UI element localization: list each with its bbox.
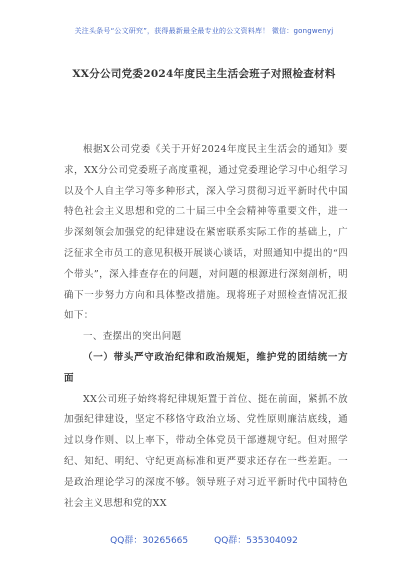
section-heading: 一、查摆出的突出问题 bbox=[83, 331, 182, 343]
intro-paragraph: 根据X公司党委《关于开好2024年度民主生活会的通知》要求，XX分公司党委班子高度重视，通过党委理论学习中心组学习以及个人自主学习等多种形式，深入学习贯彻习近平新时代中国特色社会主义思想和党的二十届三中全会精神等重要文件，进一步深刻领会加强党的纪律建设在紧密联系实际工作的基础上，广泛征求全市员工的意见积极开展谈心谈话，对照通知中提出的“四个带头”，深入排查存在的问题，对问题的根源进行深刻剖析，明确下一步努力方向和具体整改措施。现将班子对照检查情况汇报如下： bbox=[64, 144, 348, 322]
document-title: XX分公司党委2024年度民主生活会班子对照检查材料 bbox=[72, 68, 336, 80]
footer-contact bbox=[0, 533, 408, 546]
footer-qq-group-1: QQ群：30265665 bbox=[110, 536, 189, 546]
header-promo-text: 关注头条号“公文研究”，获得最新最全最专业的公文资料库！ 微信：gongwenyj bbox=[74, 27, 334, 35]
body-paragraph: XX公司班子始终将纪律规矩置于首位、挺在前面，紧抓不放加强纪律建设，坚定不移恪守政治立场、党性原则廉洁底线，通过以身作则、以上率下，带动全体党员干部遵规守纪。但对照学纪、知纪、明纪、守纪更高标准和更严要求还存在一些差距。一是政治理论学习的深度不够。领导班子对习近平新时代中国特色社会主义思想和党的XX bbox=[64, 393, 348, 509]
subsection-heading: （一）带头严守政治纪律和政治规矩，维护党的团结统一方面 bbox=[64, 351, 348, 384]
document-body bbox=[64, 140, 348, 514]
footer-qq-group-2: QQ群：535304092 bbox=[214, 536, 298, 546]
